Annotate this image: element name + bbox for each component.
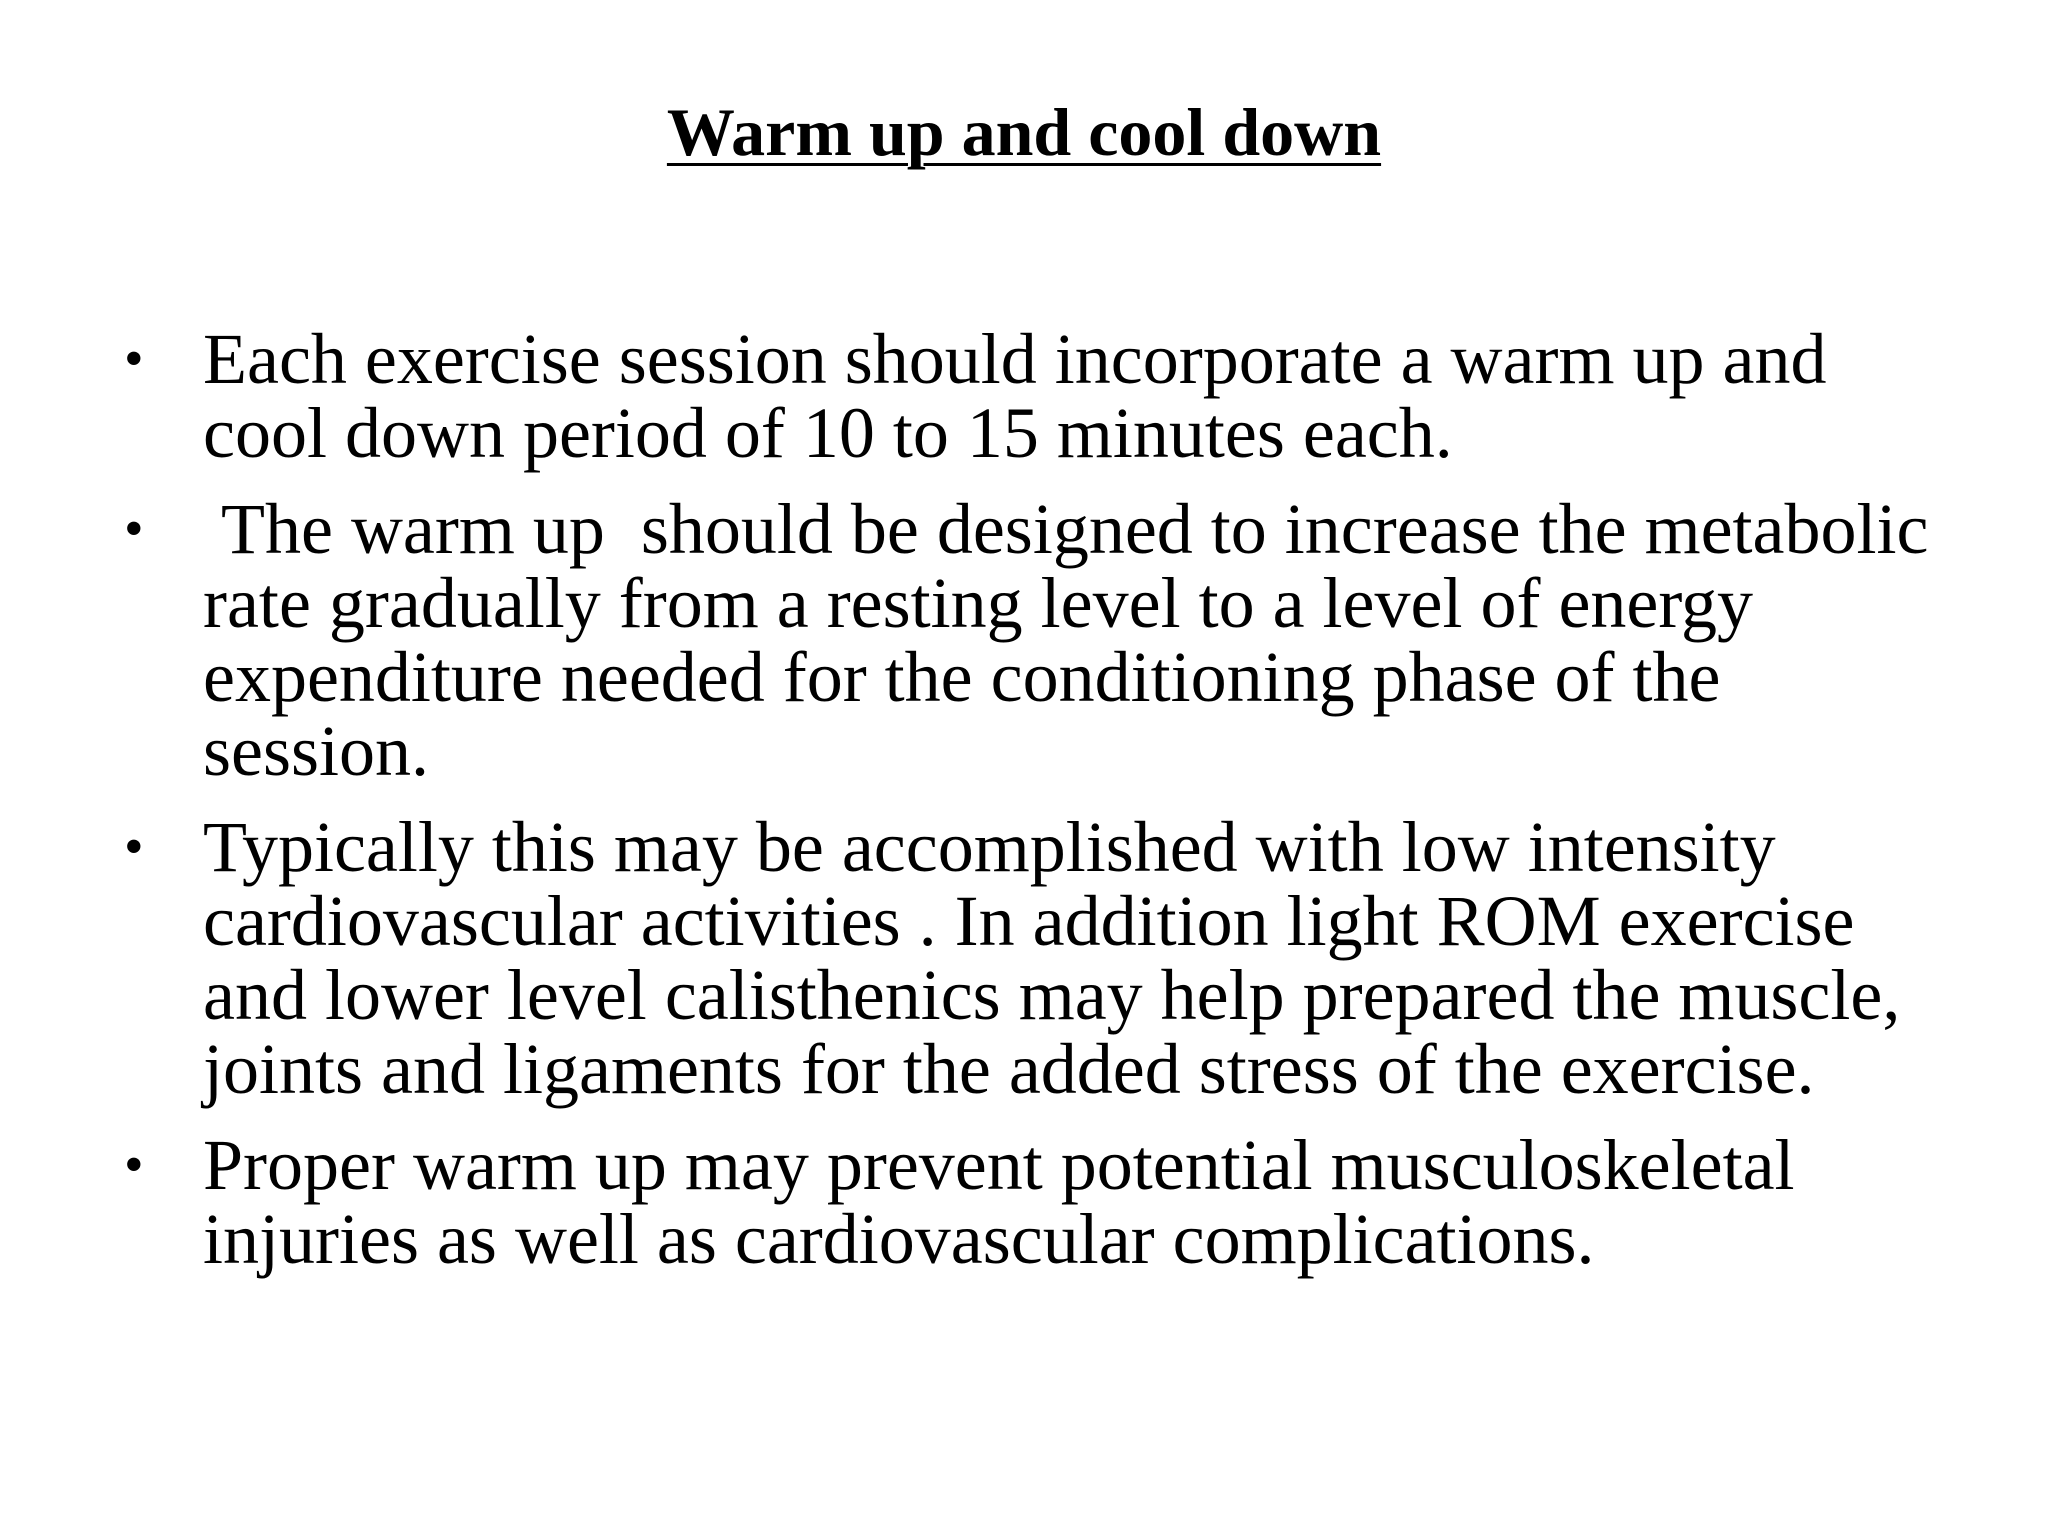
bullet-text: The warm up should be designed to increase the metabolic rate gradually from a resting level to a level of energy expenditure needed for the conditioning phase of the session. <box>203 489 1947 791</box>
bullet-list <box>110 319 1960 1298</box>
bullet-text: Proper warm up may prevent potential musculoskeletal injuries as well as cardiovascular complications. <box>203 1125 1795 1279</box>
bullet-icon: • <box>124 816 144 878</box>
bullet-text: Each exercise session should incorporate a warm up and cool down period of 10 to 15 minutes each. <box>203 319 1827 473</box>
bullet-item <box>110 489 1960 791</box>
bullet-item <box>110 1125 1960 1279</box>
slide-title: Warm up and cool down <box>666 94 1382 170</box>
bullet-text: Typically this may be accomplished with low intensity cardiovascular activities . In addition light ROM exercise and lower level calisthenics may help prepared the muscle, joints and ligaments for the added stress of the exercise. <box>203 807 1901 1109</box>
bullet-icon: • <box>124 328 144 390</box>
bullet-icon: • <box>124 498 144 560</box>
bullet-item <box>110 807 1960 1109</box>
bullet-icon: • <box>124 1134 144 1196</box>
bullet-item <box>110 319 1960 473</box>
